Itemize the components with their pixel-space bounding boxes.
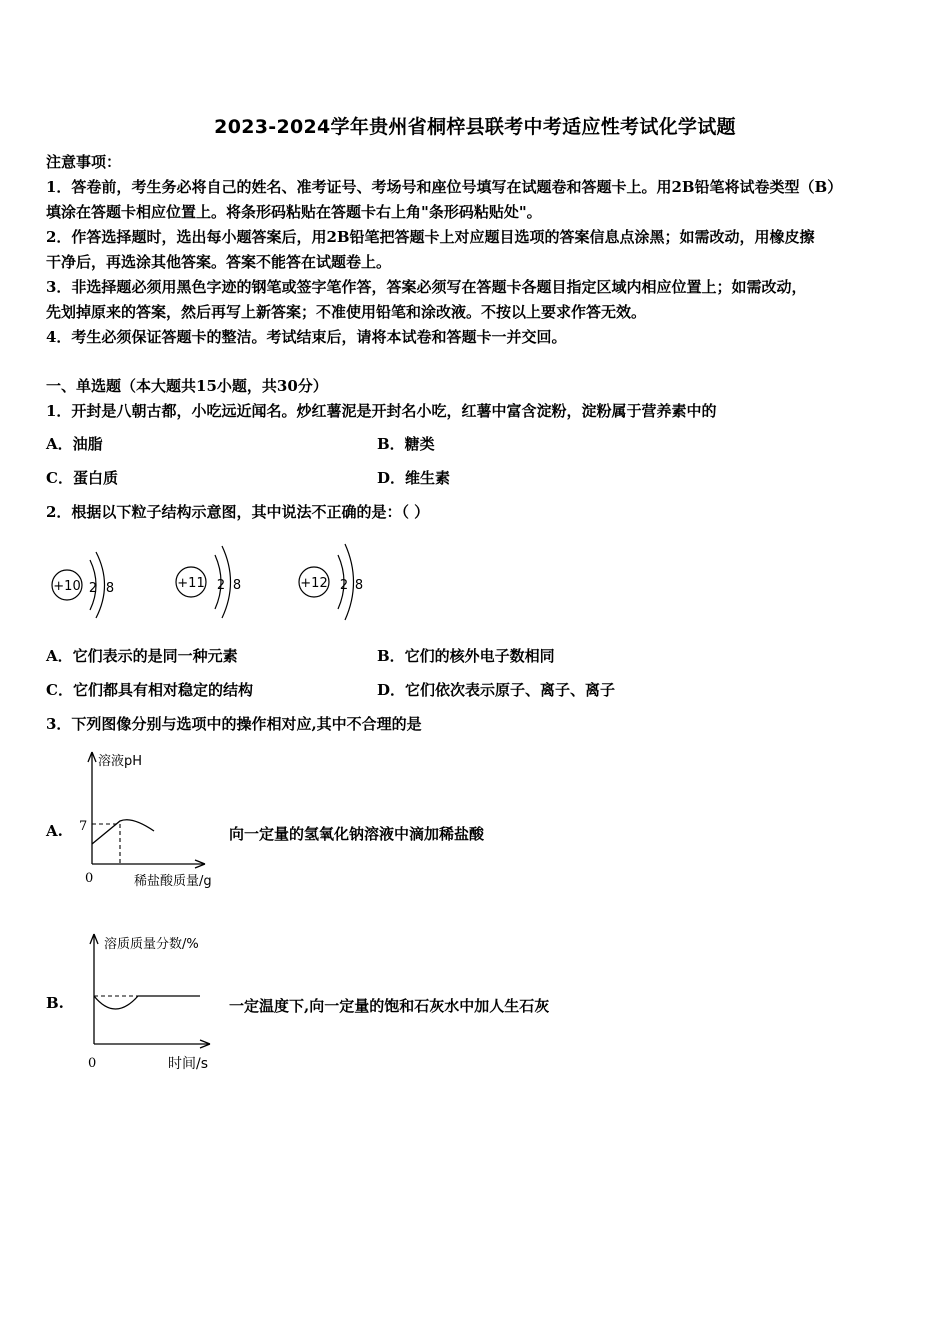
q3-option-a-label: A. [46, 822, 63, 840]
q1-option-a: A．油脂 [46, 435, 103, 453]
atom-3-shell-2: 8 [354, 578, 364, 593]
question-3-stem: 3．下列图像分别与选项中的操作相对应,其中不合理的是 [46, 715, 422, 733]
particle-structure-diagrams [40, 538, 380, 638]
notice-line: 1．答卷前，考生务必将自己的姓名、准考证号、考场号和座位号填写在试题卷和答题卡上。用2B铅笔将试卷类型（B） [46, 178, 843, 196]
q1-option-c: C．蛋白质 [46, 469, 118, 487]
graph-a-y-axis-label: 溶液pH [98, 754, 143, 769]
notice-line: 2．作答选择题时，选出每小题答案后，用2B铅笔把答题卡上对应题目选项的答案信息点涂黑；如需改动，用橡皮擦 [46, 228, 815, 246]
atom-2-shell-1: 2 [216, 578, 226, 593]
atom-2-nucleus: +11 [177, 576, 205, 591]
notice-line: 4．考生必须保证答题卡的整洁。考试结束后，请将本试卷和答题卡一并交回。 [46, 328, 567, 346]
q2-option-d: D．它们依次表示原子、离子、离子 [377, 681, 616, 699]
question-2-stem: 2．根据以下粒子结构示意图，其中说法不正确的是：（ ） [46, 503, 430, 521]
graph-b-x-axis-label: 时间/s [168, 1056, 209, 1072]
q2-option-a: A．它们表示的是同一种元素 [46, 647, 238, 665]
page-title: 2023-2024学年贵州省桐梓县联考中考适应性考试化学试题 [214, 116, 736, 138]
q3-option-a-text: 向一定量的氢氧化钠溶液中滴加稀盐酸 [229, 825, 485, 843]
q3-option-b-label: B. [46, 994, 64, 1012]
atom-1-shell-2: 8 [105, 581, 115, 596]
atom-3-shell-1: 2 [339, 578, 349, 593]
q1-option-d: D．维生素 [377, 469, 451, 487]
q3-option-b-text: 一定温度下,向一定量的饱和石灰水中加人生石灰 [229, 997, 550, 1015]
graph-b-origin: 0 [88, 1056, 97, 1071]
atom-2-shell-2: 8 [232, 578, 242, 593]
notice-heading: 注意事项： [46, 153, 122, 171]
graph-a-y-tick-7: 7 [79, 819, 88, 834]
q2-option-c: C．它们都具有相对稳定的结构 [46, 681, 253, 699]
atom-3-nucleus: +12 [300, 576, 328, 591]
atom-1-nucleus: +10 [53, 579, 81, 594]
graph-b-y-axis-label: 溶质质量分数/% [104, 937, 199, 952]
question-1-stem: 1．开封是八朝古都，小吃远近闻名。炒红薯泥是开封名小吃，红薯中富含淀粉，淀粉属于营养素中的 [46, 402, 717, 420]
graph-a-origin: 0 [85, 871, 94, 886]
q3-graph-a [70, 744, 240, 896]
q2-option-b: B．它们的核外电子数相同 [377, 647, 555, 665]
graph-a-x-axis-label: 稀盐酸质量/g [134, 874, 212, 889]
notice-line: 3．非选择题必须用黑色字迹的钢笔或签字笔作答，答案必须写在答题卡各题目指定区域内相应位置上；如需改动， [46, 278, 807, 296]
atom-1-shell-1: 2 [88, 581, 98, 596]
notice-line: 填涂在答题卡相应位置上。将条形码粘贴在答题卡右上角"条形码粘贴处"。 [46, 203, 542, 221]
q3-graph-b [70, 926, 240, 1076]
q1-option-b: B．糖类 [377, 435, 435, 453]
notice-line: 干净后，再选涂其他答案。答案不能答在试题卷上。 [46, 253, 392, 271]
notice-line: 先划掉原来的答案，然后再写上新答案；不准使用铅笔和涂改液。不按以上要求作答无效。 [46, 303, 647, 321]
section-heading: 一、单选题（本大题共15小题，共30分） [46, 377, 328, 395]
